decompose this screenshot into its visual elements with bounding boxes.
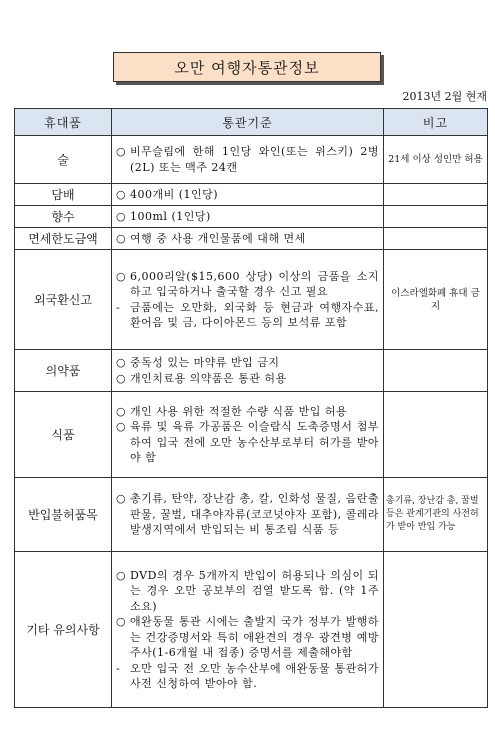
bullet-marker: ○ — [116, 371, 127, 385]
standard-text: 총기류, 탄약, 장난감 총, 칼, 인화성 물질, 음란출판물, 꿀벌, 대추야자류(코코넛야자 포함), 콜레라 발생지역에서 반입되는 비 통조림 식품 등 — [130, 492, 379, 537]
table-row — [15, 392, 488, 478]
standard-line — [116, 661, 379, 692]
standard-line — [116, 187, 379, 203]
standard-line — [116, 371, 379, 387]
row-note — [384, 184, 488, 206]
table-row — [15, 478, 488, 552]
row-standard — [112, 250, 384, 350]
table-row — [15, 206, 488, 228]
row-note: 21세 이상 성인만 허용 — [384, 136, 488, 184]
bullet-marker: ○ — [116, 492, 127, 506]
bullet-marker: - — [116, 661, 121, 675]
row-note — [384, 392, 488, 478]
standard-line — [116, 209, 379, 225]
row-item: 면세한도금액 — [15, 228, 112, 250]
standard-text: 육류 및 육류 가공품은 이슬람식 도축증명서 첨부하여 입국 전에 오만 농수산부로부터 허가를 받아야 함 — [130, 420, 379, 464]
bullet-marker: - — [116, 300, 121, 314]
table-row — [15, 184, 488, 206]
bullet-marker: ○ — [116, 145, 127, 158]
row-item: 반입불허품목 — [15, 478, 112, 552]
standard-line — [116, 300, 379, 331]
standard-line — [116, 404, 379, 420]
row-note: 이스라엘화폐 휴대 금지 — [384, 250, 488, 350]
standard-text: 애완동물 통관 시에는 출발지 국가 정부가 발행하는 건강증명서와 특히 애완견의 경우 광견병 예방주사(1-6개월 내 접종) 증명서를 제출해야함 — [130, 615, 379, 659]
bullet-marker: ○ — [116, 209, 127, 223]
row-standard — [112, 392, 384, 478]
standard-text: 비무슬림에 한해 1인당 와인(또는 위스키) 2병(2L) 또는 맥주 24캔 — [130, 145, 379, 174]
row-note: 총기류, 장난감 총, 꿀벌 등은 관계기관의 사전허가 받아 반입 가능 — [384, 478, 488, 552]
row-item: 담배 — [15, 184, 112, 206]
standard-text: 400개비 (1인당) — [130, 187, 219, 201]
standard-text: 개인 사용 위한 적절한 수량 식품 반입 허용 — [130, 404, 348, 418]
standard-text: 금품에는 오만화, 외국화 등 현금과 여행자수표, 환어음 및 금, 다이아몬드 등의 보석류 포함 — [130, 300, 379, 329]
header-note: 비고 — [384, 109, 488, 136]
row-standard — [112, 184, 384, 206]
bullet-marker: ○ — [116, 420, 127, 433]
row-item: 의약품 — [15, 350, 112, 392]
standard-line — [116, 355, 379, 371]
bullet-marker: ○ — [116, 615, 127, 628]
table-row — [15, 228, 488, 250]
row-note — [384, 228, 488, 250]
bullet-marker: ○ — [116, 231, 127, 245]
row-item: 향수 — [15, 206, 112, 228]
standard-line — [116, 144, 379, 175]
row-standard — [112, 350, 384, 392]
standard-text: 여행 중 사용 개인물품에 대해 면세 — [130, 231, 306, 245]
header-row — [15, 109, 488, 136]
standard-text: 중독성 있는 마약류 반입 금지 — [130, 356, 280, 369]
table-row — [15, 552, 488, 708]
standard-text: 6,000리알($15,600 상당) 이상의 금품을 소지하고 입국하거나 출국할 경우 신고 필요 — [130, 269, 379, 298]
row-standard — [112, 206, 384, 228]
row-standard — [112, 552, 384, 708]
header-item: 휴대품 — [15, 109, 112, 136]
standard-line — [116, 419, 379, 466]
bullet-marker: ○ — [116, 404, 127, 418]
row-item: 기타 유의사항 — [15, 552, 112, 708]
standard-text: 오만 입국 전 오만 농수산부에 애완동물 통관허가 사전 신청하여 받아야 함. — [130, 661, 379, 690]
row-note — [384, 206, 488, 228]
bullet-marker: ○ — [116, 356, 127, 369]
header-standard: 통관기준 — [112, 109, 384, 136]
row-item: 식품 — [15, 392, 112, 478]
standard-text: 개인치료용 의약품은 통관 허용 — [130, 371, 287, 385]
row-note — [384, 350, 488, 392]
standard-text: DVD의 경우 5개까지 반입이 허용되나 의심이 되는 경우 오만 공보부의 검열 받도록 함. (약 1주 소요) — [130, 568, 379, 613]
row-standard — [112, 478, 384, 552]
date-label: 2013년 2월 현재 — [402, 90, 487, 103]
row-note — [384, 552, 488, 708]
standard-line — [116, 231, 379, 247]
standard-line — [116, 491, 379, 538]
row-item: 술 — [15, 136, 112, 184]
bullet-marker: ○ — [116, 187, 127, 201]
bullet-marker: ○ — [116, 269, 127, 283]
table-row — [15, 250, 488, 350]
table-row — [15, 350, 488, 392]
bullet-marker: ○ — [116, 568, 127, 582]
standard-line — [116, 269, 379, 300]
page-title: 오만 여행자통관정보 — [113, 52, 381, 82]
table-row — [15, 136, 488, 184]
row-standard — [112, 136, 384, 184]
standard-line — [116, 568, 379, 615]
customs-table — [14, 108, 488, 708]
standard-line — [116, 614, 379, 661]
row-standard — [112, 228, 384, 250]
standard-text: 100ml (1인당) — [130, 209, 211, 223]
row-item: 외국환신고 — [15, 250, 112, 350]
